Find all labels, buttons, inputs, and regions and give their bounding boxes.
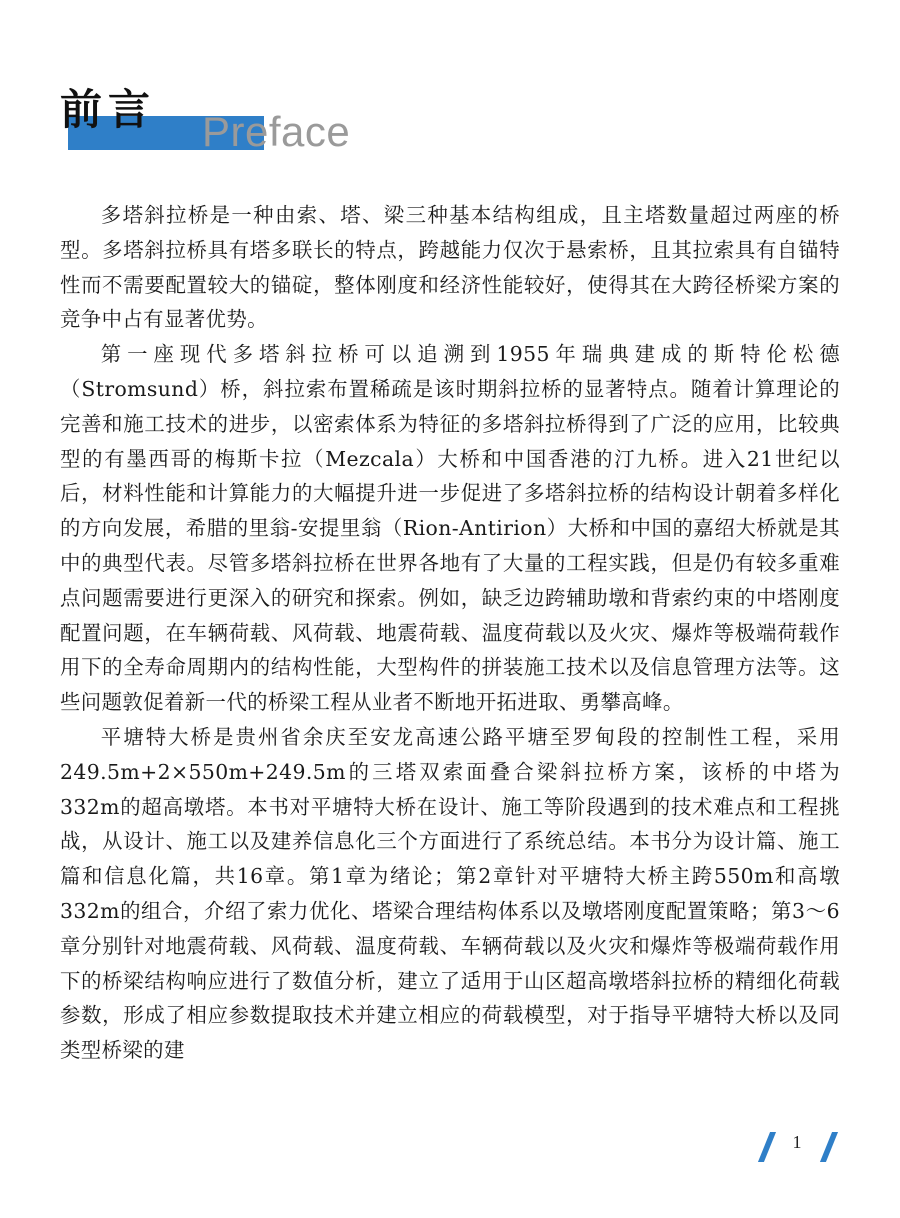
page-number: 1 <box>792 1132 802 1152</box>
paragraph-1: 多塔斜拉桥是一种由索、塔、梁三种基本结构组成，且主塔数量超过两座的桥型。多塔斜拉桥具有塔多联长的特点，跨越能力仅次于悬索桥，且其拉索具有自锚特性而不需要配置较大的锚碇，整体刚度和经济性能较好，使得其在大跨径桥梁方案的竞争中占有显著优势。 <box>60 203 840 332</box>
header-title-english: Preface <box>202 108 351 155</box>
slash-decoration-icon <box>820 1132 838 1162</box>
slash-decoration-icon <box>758 1132 776 1162</box>
header-title: 前言 <box>60 85 157 134</box>
preface-body <box>60 198 840 1068</box>
paragraph-2: 第一座现代多塔斜拉桥可以追溯到1955年瑞典建成的斯特伦松德（Stromsund）桥，斜拉索布置稀疏是该时期斜拉桥的显著特点。随着计算理论的完善和施工技术的进步，以密索体系为特征的多塔斜拉桥得到了广泛的应用，比较典型的有墨西哥的梅斯卡拉（Mezcala）大桥和中国香港的汀九桥。进入21世纪以后，材料性能和计算能力的大幅提升进一步促进了多塔斜拉桥的结构设计朝着多样化的方向发展，希腊的里翁-安提里翁（Rion-Antirion）大桥和中国的嘉绍大桥就是其中的典型代表。尽管多塔斜拉桥在世界各地有了大量的工程实践，但是仍有较多重难点问题需要进行更深入的研究和探索。例如，缺乏边跨辅助墩和背索约束的中塔刚度配置问题，在车辆荷载、风荷载、地震荷载、温度荷载以及火灾、爆炸等极端荷载作用下的全寿命周期内的结构性能，大型构件的拼装施工技术以及信息管理方法等。这些问题敦促着新一代的桥梁工程从业者不断地开拓进取、勇攀高峰。 <box>60 342 840 715</box>
paragraph-3: 平塘特大桥是贵州省余庆至安龙高速公路平塘至罗甸段的控制性工程，采用249.5m+2×550m+249.5m的三塔双索面叠合梁斜拉桥方案，该桥的中塔为332m的超高墩塔。本书对平塘特大桥在设计、施工等阶段遇到的技术难点和工程挑战，从设计、施工以及建养信息化三个方面进行了系统总结。本书分为设计篇、施工篇和信息化篇，共16章。第1章为绪论；第2章针对平塘特大桥主跨550m和高墩332m的组合，介绍了索力优化、塔梁合理结构体系以及墩塔刚度配置策略；第3～6章分别针对地震荷载、风荷载、温度荷载、车辆荷载以及火灾和爆炸等极端荷载作用下的桥梁结构响应进行了数值分析，建立了适用于山区超高墩塔斜拉桥的精细化荷载参数，形成了相应参数提取技术并建立相应的荷载模型，对于指导平塘特大桥以及同类型桥梁的建 <box>60 724 840 1063</box>
chapter-header <box>60 86 380 156</box>
page-footer <box>752 1128 842 1168</box>
